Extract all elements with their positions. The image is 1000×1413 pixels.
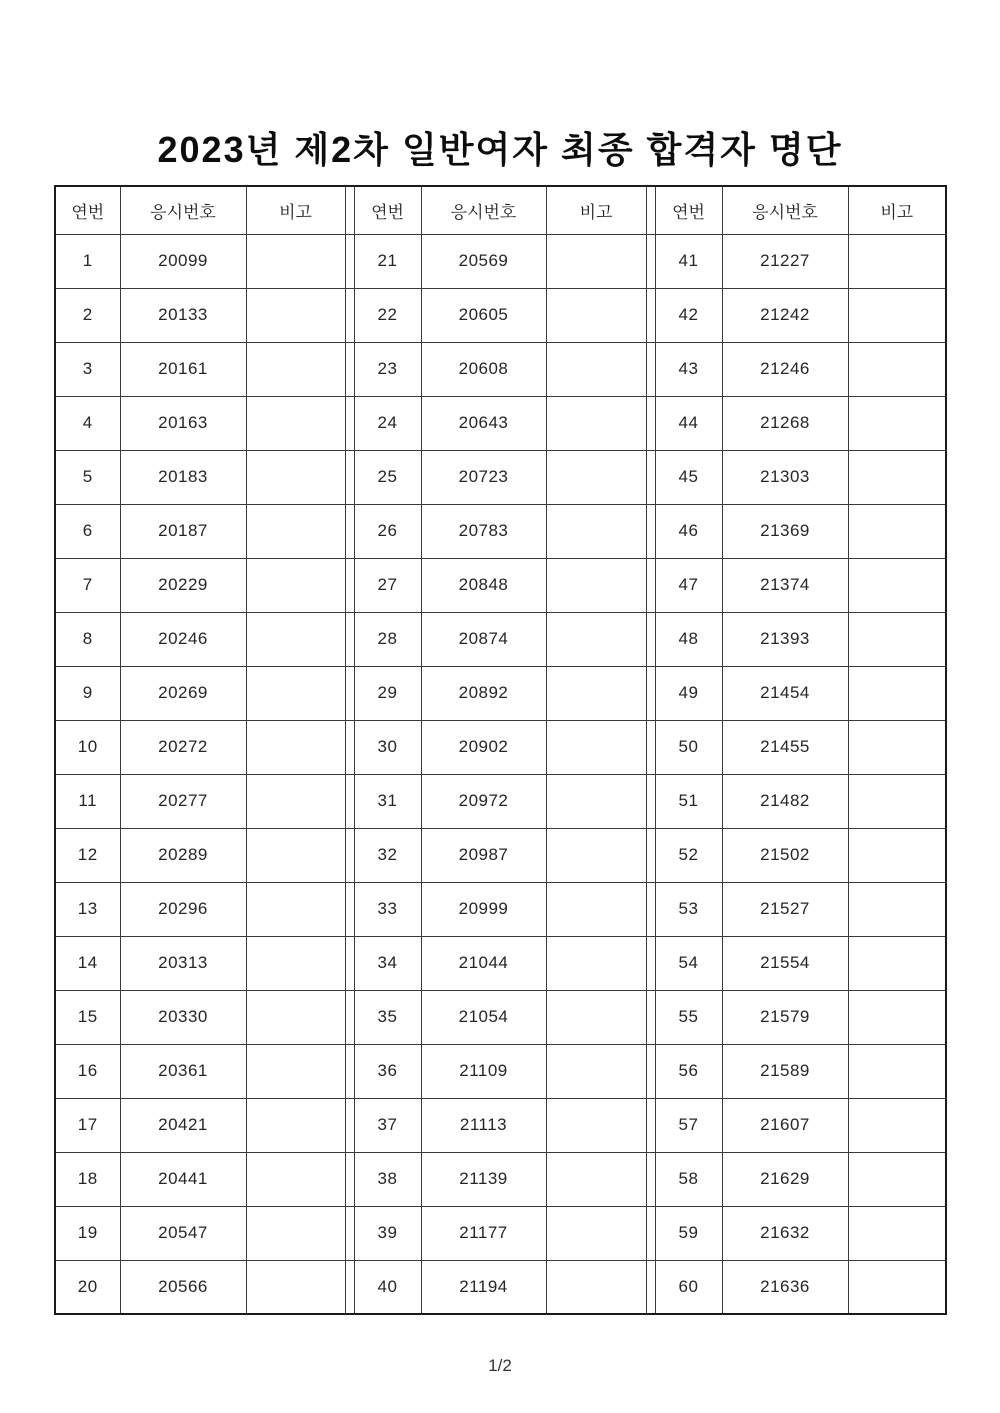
note-cell <box>848 720 946 774</box>
note-cell <box>546 1206 646 1260</box>
note-cell <box>246 342 345 396</box>
note-cell <box>848 1260 946 1314</box>
note-cell <box>546 234 646 288</box>
group-gap-cell <box>646 1152 655 1206</box>
group-gap-cell <box>646 720 655 774</box>
serial-cell: 14 <box>55 936 120 990</box>
note-cell <box>546 1152 646 1206</box>
exam-number-cell: 20361 <box>120 1044 246 1098</box>
note-cell <box>246 1152 345 1206</box>
exam-number-cell: 21455 <box>722 720 848 774</box>
note-cell <box>848 828 946 882</box>
group-gap-cell <box>646 450 655 504</box>
exam-number-cell: 20313 <box>120 936 246 990</box>
serial-cell: 19 <box>55 1206 120 1260</box>
serial-cell: 53 <box>655 882 722 936</box>
exam-number-cell: 21139 <box>421 1152 546 1206</box>
header-row <box>55 186 946 234</box>
serial-cell: 56 <box>655 1044 722 1098</box>
serial-cell: 20 <box>55 1260 120 1314</box>
serial-cell: 2 <box>55 288 120 342</box>
serial-cell: 27 <box>354 558 421 612</box>
serial-cell: 42 <box>655 288 722 342</box>
note-cell <box>546 720 646 774</box>
table-row <box>55 882 946 936</box>
group-gap-cell <box>345 1044 354 1098</box>
exam-number-cell: 20892 <box>421 666 546 720</box>
header-cell-exam-number: 응시번호 <box>120 186 246 234</box>
exam-number-cell: 20183 <box>120 450 246 504</box>
serial-cell: 4 <box>55 396 120 450</box>
exam-number-cell: 21636 <box>722 1260 848 1314</box>
serial-cell: 50 <box>655 720 722 774</box>
note-cell <box>246 558 345 612</box>
table-row <box>55 1098 946 1152</box>
header-cell-note: 비고 <box>546 186 646 234</box>
group-gap-cell <box>646 882 655 936</box>
exam-number-cell: 20441 <box>120 1152 246 1206</box>
group-gap-cell <box>646 990 655 1044</box>
serial-cell: 18 <box>55 1152 120 1206</box>
serial-cell: 8 <box>55 612 120 666</box>
note-cell <box>246 234 345 288</box>
note-cell <box>546 504 646 558</box>
group-gap-cell <box>646 936 655 990</box>
note-cell <box>848 774 946 828</box>
exam-number-cell: 21374 <box>722 558 848 612</box>
serial-cell: 54 <box>655 936 722 990</box>
note-cell <box>848 990 946 1044</box>
serial-cell: 30 <box>354 720 421 774</box>
serial-cell: 31 <box>354 774 421 828</box>
exam-number-cell: 20566 <box>120 1260 246 1314</box>
note-cell <box>246 990 345 1044</box>
group-gap-cell <box>345 234 354 288</box>
group-gap-cell <box>345 720 354 774</box>
serial-cell: 12 <box>55 828 120 882</box>
header-cell-note: 비고 <box>246 186 345 234</box>
serial-cell: 22 <box>354 288 421 342</box>
serial-cell: 52 <box>655 828 722 882</box>
exam-number-cell: 20272 <box>120 720 246 774</box>
exam-number-cell: 20569 <box>421 234 546 288</box>
note-cell <box>848 882 946 936</box>
exam-number-cell: 20289 <box>120 828 246 882</box>
table-row <box>55 288 946 342</box>
group-gap-cell <box>345 342 354 396</box>
serial-cell: 29 <box>354 666 421 720</box>
note-cell <box>546 936 646 990</box>
note-cell <box>246 288 345 342</box>
group-gap-cell <box>646 1098 655 1152</box>
note-cell <box>246 1044 345 1098</box>
exam-number-cell: 20608 <box>421 342 546 396</box>
serial-cell: 32 <box>354 828 421 882</box>
exam-number-cell: 20330 <box>120 990 246 1044</box>
group-gap-cell <box>646 186 655 234</box>
group-gap-cell <box>646 288 655 342</box>
note-cell <box>546 558 646 612</box>
serial-cell: 47 <box>655 558 722 612</box>
serial-cell: 17 <box>55 1098 120 1152</box>
serial-cell: 11 <box>55 774 120 828</box>
group-gap-cell <box>345 1152 354 1206</box>
note-cell <box>246 882 345 936</box>
serial-cell: 26 <box>354 504 421 558</box>
page-title: 2023년 제2차 일반여자 최종 합격자 명단 <box>157 129 843 170</box>
table-row <box>55 936 946 990</box>
note-cell <box>848 612 946 666</box>
note-cell <box>246 396 345 450</box>
serial-cell: 55 <box>655 990 722 1044</box>
serial-cell: 34 <box>354 936 421 990</box>
table-row <box>55 720 946 774</box>
exam-number-cell: 20848 <box>421 558 546 612</box>
exam-number-cell: 21629 <box>722 1152 848 1206</box>
exam-number-cell: 20605 <box>421 288 546 342</box>
note-cell <box>848 936 946 990</box>
group-gap-cell <box>646 612 655 666</box>
serial-cell: 24 <box>354 396 421 450</box>
serial-cell: 37 <box>354 1098 421 1152</box>
note-cell <box>848 1098 946 1152</box>
header-cell-serial: 연번 <box>55 186 120 234</box>
exam-number-cell: 20161 <box>120 342 246 396</box>
table-row <box>55 342 946 396</box>
group-gap-cell <box>345 990 354 1044</box>
group-gap-cell <box>345 1260 354 1314</box>
group-gap-cell <box>646 504 655 558</box>
exam-number-cell: 21113 <box>421 1098 546 1152</box>
exam-number-cell: 20902 <box>421 720 546 774</box>
group-gap-cell <box>646 1260 655 1314</box>
exam-number-cell: 20987 <box>421 828 546 882</box>
serial-cell: 6 <box>55 504 120 558</box>
exam-number-cell: 21607 <box>722 1098 848 1152</box>
table-row <box>55 666 946 720</box>
serial-cell: 16 <box>55 1044 120 1098</box>
table-row <box>55 504 946 558</box>
group-gap-cell <box>646 1044 655 1098</box>
group-gap-cell <box>646 828 655 882</box>
note-cell <box>246 504 345 558</box>
note-cell <box>246 612 345 666</box>
table-row <box>55 1260 946 1314</box>
exam-number-cell: 20163 <box>120 396 246 450</box>
group-gap-cell <box>646 234 655 288</box>
note-cell <box>246 774 345 828</box>
table-row <box>55 396 946 450</box>
exam-number-cell: 21393 <box>722 612 848 666</box>
serial-cell: 3 <box>55 342 120 396</box>
note-cell <box>246 666 345 720</box>
group-gap-cell <box>646 396 655 450</box>
note-cell <box>848 342 946 396</box>
exam-number-cell: 20972 <box>421 774 546 828</box>
note-cell <box>546 288 646 342</box>
exam-number-cell: 21554 <box>722 936 848 990</box>
exam-number-cell: 20783 <box>421 504 546 558</box>
note-cell <box>848 1152 946 1206</box>
exam-number-cell: 20999 <box>421 882 546 936</box>
exam-number-cell: 20099 <box>120 234 246 288</box>
group-gap-cell <box>345 450 354 504</box>
results-table <box>54 185 947 1315</box>
serial-cell: 44 <box>655 396 722 450</box>
note-cell <box>546 990 646 1044</box>
serial-cell: 49 <box>655 666 722 720</box>
header-cell-exam-number: 응시번호 <box>722 186 848 234</box>
page-number: 1/2 <box>488 1356 512 1375</box>
exam-number-cell: 21054 <box>421 990 546 1044</box>
exam-number-cell: 20296 <box>120 882 246 936</box>
group-gap-cell <box>646 342 655 396</box>
serial-cell: 39 <box>354 1206 421 1260</box>
serial-cell: 35 <box>354 990 421 1044</box>
table-row <box>55 828 946 882</box>
note-cell <box>246 828 345 882</box>
exam-number-cell: 20277 <box>120 774 246 828</box>
serial-cell: 36 <box>354 1044 421 1098</box>
exam-number-cell: 20723 <box>421 450 546 504</box>
group-gap-cell <box>646 666 655 720</box>
serial-cell: 9 <box>55 666 120 720</box>
exam-number-cell: 20229 <box>120 558 246 612</box>
table-body <box>55 234 946 1314</box>
header-cell-serial: 연번 <box>354 186 421 234</box>
group-gap-cell <box>345 396 354 450</box>
group-gap-cell <box>345 288 354 342</box>
note-cell <box>546 774 646 828</box>
serial-cell: 51 <box>655 774 722 828</box>
note-cell <box>848 1044 946 1098</box>
exam-number-cell: 20269 <box>120 666 246 720</box>
table-header <box>55 186 946 234</box>
exam-number-cell: 21268 <box>722 396 848 450</box>
exam-number-cell: 20133 <box>120 288 246 342</box>
exam-number-cell: 21527 <box>722 882 848 936</box>
note-cell <box>848 288 946 342</box>
group-gap-cell <box>345 1206 354 1260</box>
serial-cell: 23 <box>354 342 421 396</box>
header-cell-serial: 연번 <box>655 186 722 234</box>
serial-cell: 45 <box>655 450 722 504</box>
note-cell <box>246 936 345 990</box>
table-row <box>55 1044 946 1098</box>
serial-cell: 38 <box>354 1152 421 1206</box>
group-gap-cell <box>345 936 354 990</box>
table-row <box>55 774 946 828</box>
serial-cell: 28 <box>354 612 421 666</box>
group-gap-cell <box>345 828 354 882</box>
serial-cell: 48 <box>655 612 722 666</box>
group-gap-cell <box>345 666 354 720</box>
group-gap-cell <box>646 774 655 828</box>
table-row <box>55 450 946 504</box>
serial-cell: 59 <box>655 1206 722 1260</box>
exam-number-cell: 21194 <box>421 1260 546 1314</box>
exam-number-cell: 21482 <box>722 774 848 828</box>
exam-number-cell: 21177 <box>421 1206 546 1260</box>
note-cell <box>546 342 646 396</box>
note-cell <box>546 1098 646 1152</box>
serial-cell: 15 <box>55 990 120 1044</box>
exam-number-cell: 20187 <box>120 504 246 558</box>
note-cell <box>546 828 646 882</box>
serial-cell: 5 <box>55 450 120 504</box>
note-cell <box>246 450 345 504</box>
exam-number-cell: 21246 <box>722 342 848 396</box>
note-cell <box>848 450 946 504</box>
exam-number-cell: 21242 <box>722 288 848 342</box>
note-cell <box>546 396 646 450</box>
serial-cell: 25 <box>354 450 421 504</box>
note-cell <box>246 1098 345 1152</box>
serial-cell: 43 <box>655 342 722 396</box>
header-cell-note: 비고 <box>848 186 946 234</box>
serial-cell: 33 <box>354 882 421 936</box>
note-cell <box>848 234 946 288</box>
note-cell <box>546 882 646 936</box>
header-cell-exam-number: 응시번호 <box>421 186 546 234</box>
group-gap-cell <box>345 558 354 612</box>
table-row <box>55 234 946 288</box>
group-gap-cell <box>345 1098 354 1152</box>
group-gap-cell <box>345 882 354 936</box>
group-gap-cell <box>646 558 655 612</box>
serial-cell: 60 <box>655 1260 722 1314</box>
note-cell <box>546 666 646 720</box>
exam-number-cell: 21579 <box>722 990 848 1044</box>
note-cell <box>246 1260 345 1314</box>
group-gap-cell <box>345 186 354 234</box>
note-cell <box>848 504 946 558</box>
serial-cell: 7 <box>55 558 120 612</box>
note-cell <box>848 1206 946 1260</box>
exam-number-cell: 20246 <box>120 612 246 666</box>
exam-number-cell: 21044 <box>421 936 546 990</box>
table-row <box>55 1206 946 1260</box>
note-cell <box>546 1260 646 1314</box>
exam-number-cell: 21109 <box>421 1044 546 1098</box>
group-gap-cell <box>345 504 354 558</box>
note-cell <box>848 558 946 612</box>
exam-number-cell: 21454 <box>722 666 848 720</box>
exam-number-cell: 21227 <box>722 234 848 288</box>
exam-number-cell: 20421 <box>120 1098 246 1152</box>
exam-number-cell: 21589 <box>722 1044 848 1098</box>
exam-number-cell: 21369 <box>722 504 848 558</box>
serial-cell: 41 <box>655 234 722 288</box>
serial-cell: 46 <box>655 504 722 558</box>
note-cell <box>848 666 946 720</box>
group-gap-cell <box>646 1206 655 1260</box>
table-row <box>55 990 946 1044</box>
table-row <box>55 558 946 612</box>
serial-cell: 40 <box>354 1260 421 1314</box>
serial-cell: 57 <box>655 1098 722 1152</box>
note-cell <box>546 1044 646 1098</box>
table-row <box>55 1152 946 1206</box>
serial-cell: 13 <box>55 882 120 936</box>
serial-cell: 58 <box>655 1152 722 1206</box>
serial-cell: 21 <box>354 234 421 288</box>
group-gap-cell <box>345 774 354 828</box>
serial-cell: 1 <box>55 234 120 288</box>
exam-number-cell: 21502 <box>722 828 848 882</box>
exam-number-cell: 21303 <box>722 450 848 504</box>
exam-number-cell: 20874 <box>421 612 546 666</box>
serial-cell: 10 <box>55 720 120 774</box>
group-gap-cell <box>345 612 354 666</box>
note-cell <box>848 396 946 450</box>
note-cell <box>546 450 646 504</box>
table-row <box>55 612 946 666</box>
note-cell <box>246 720 345 774</box>
exam-number-cell: 20643 <box>421 396 546 450</box>
exam-number-cell: 21632 <box>722 1206 848 1260</box>
note-cell <box>546 612 646 666</box>
note-cell <box>246 1206 345 1260</box>
exam-number-cell: 20547 <box>120 1206 246 1260</box>
